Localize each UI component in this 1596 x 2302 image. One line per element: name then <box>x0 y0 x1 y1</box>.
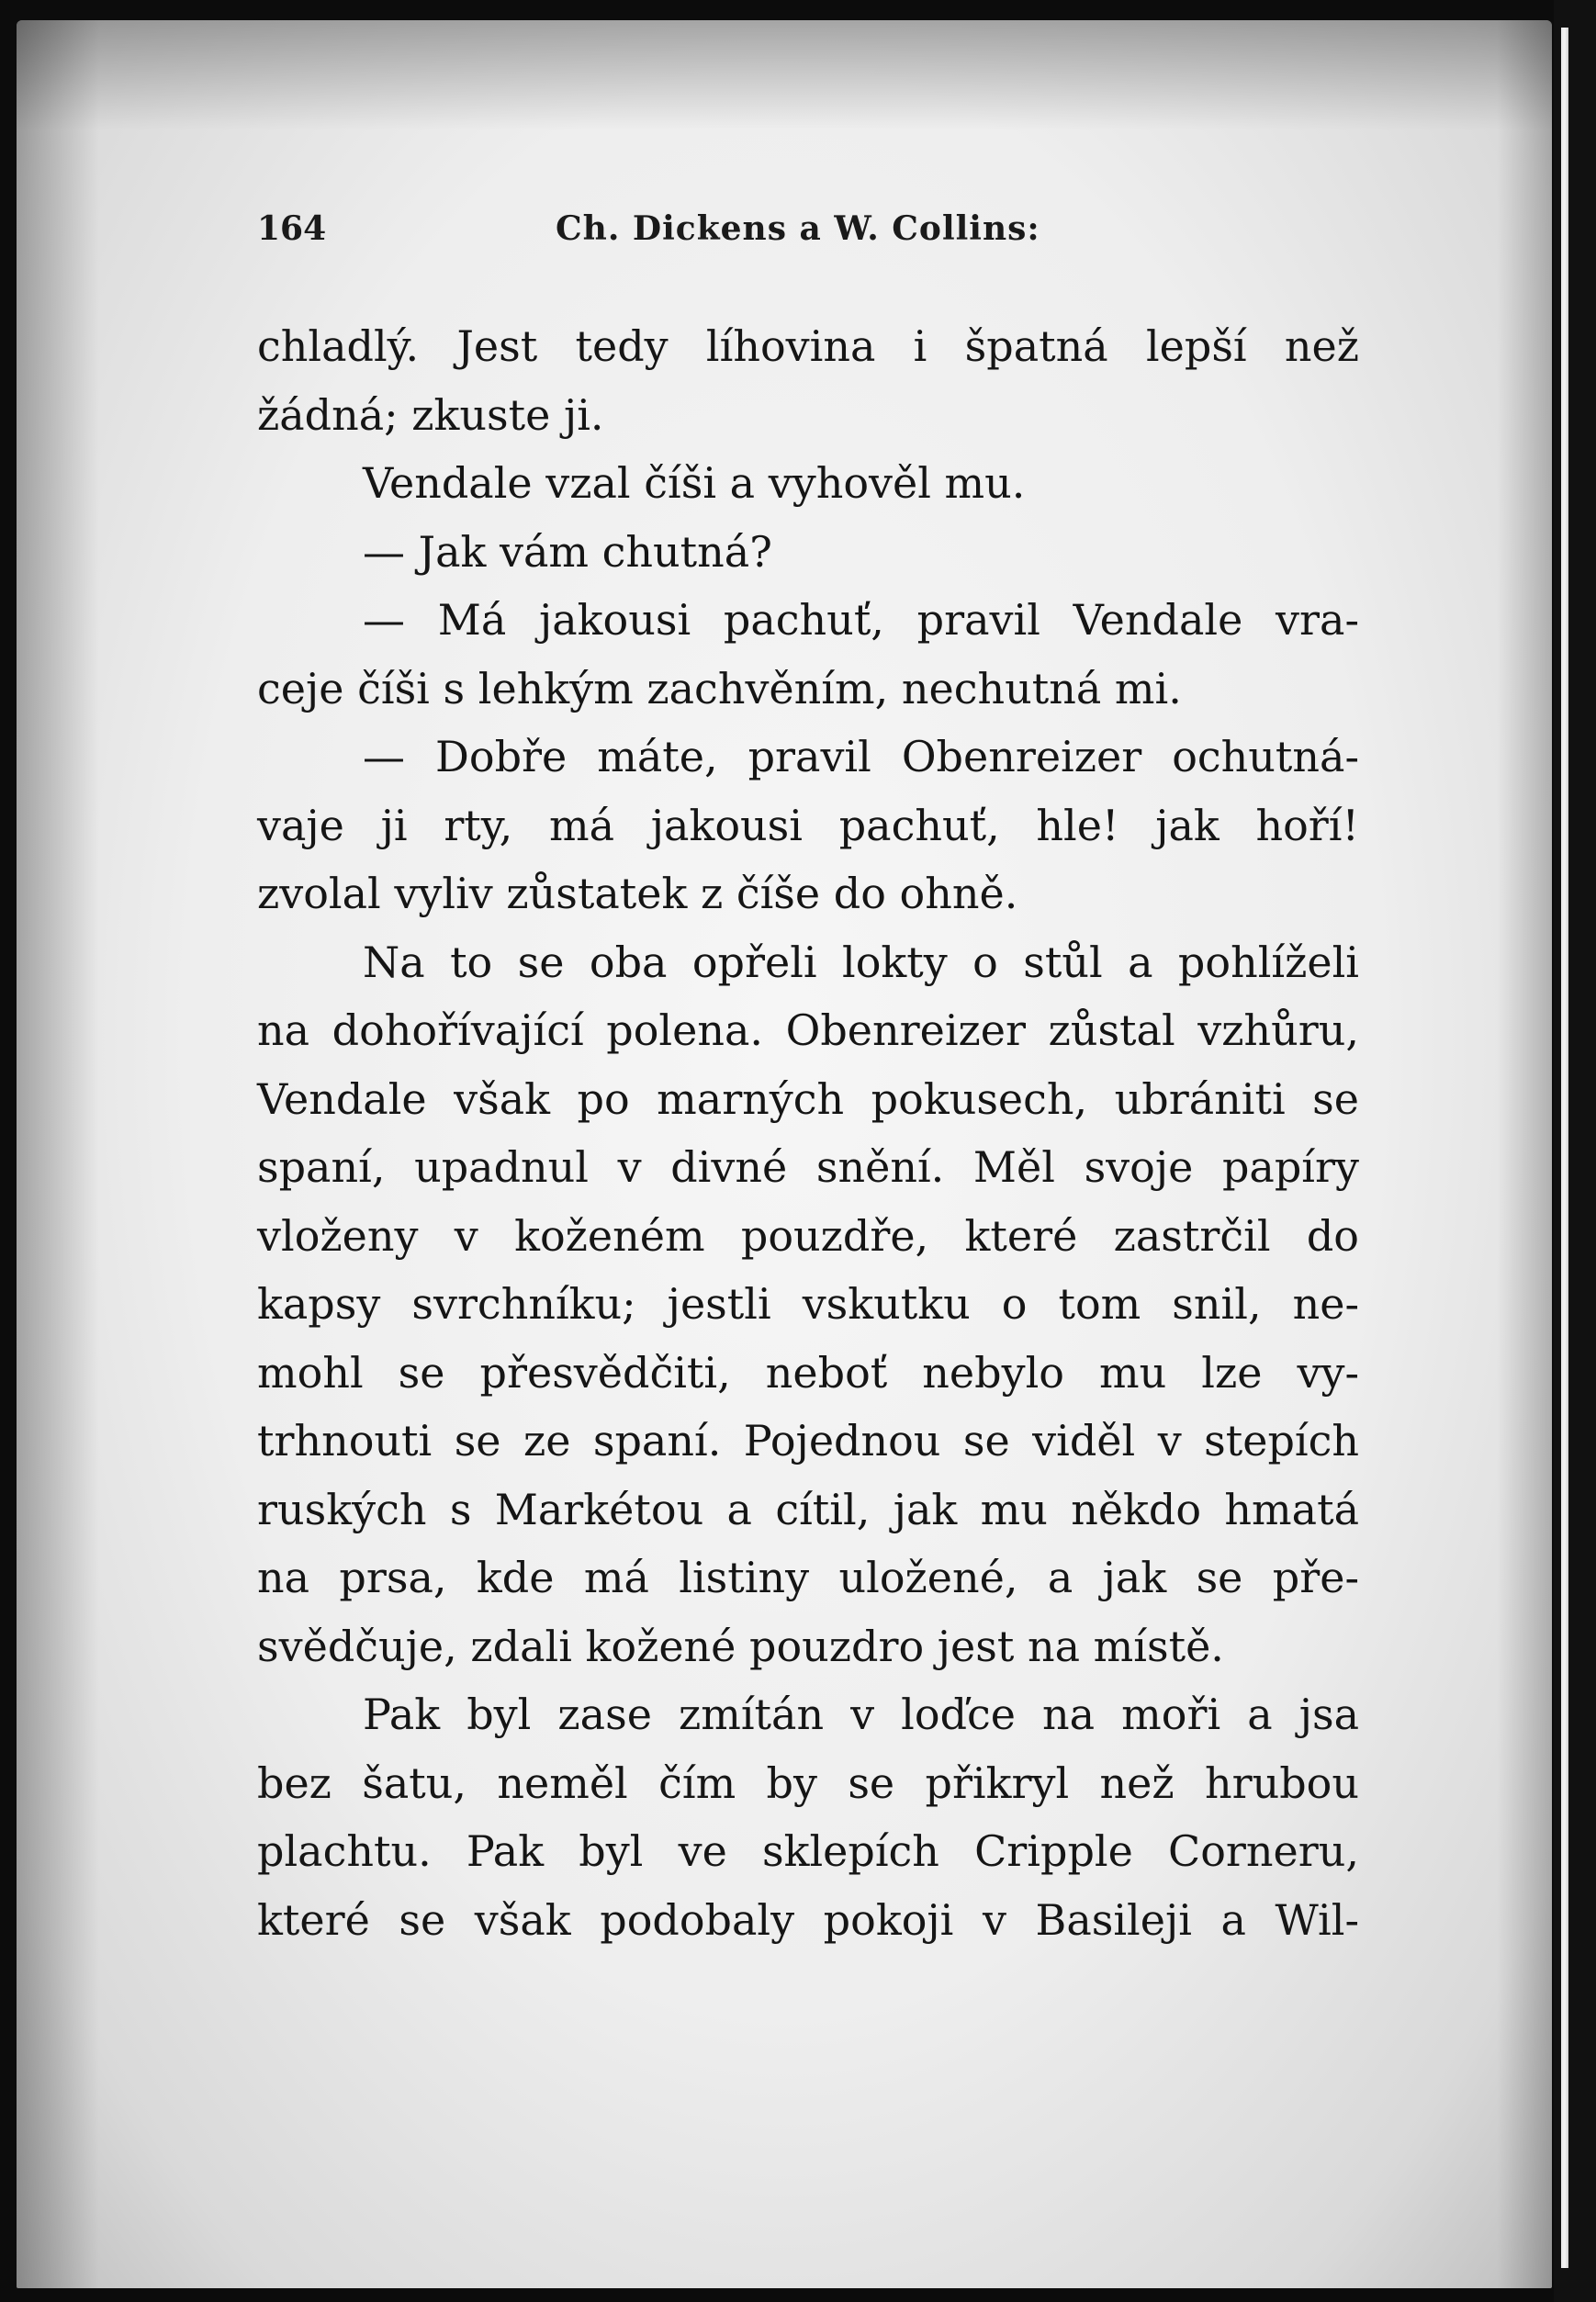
next-page-edge <box>1561 28 1568 2268</box>
page-body-text <box>257 312 1359 1954</box>
text-line: Vendale však po marných pokusech, ubrániti se <box>257 1073 1359 1124</box>
book-spine-dark <box>1554 0 1596 2302</box>
text-line: na prsa, kde má listiny uložené, a jak se pře- <box>257 1553 1359 1602</box>
text-line: svědčuje, zdali kožené pouzdro jest na místě. <box>257 1621 1224 1671</box>
text-line: vaje ji rty, má jakousi pachuť, hle! jak hoří! <box>257 800 1359 850</box>
text-line: na dohořívající polena. Obenreizer zůstal vzhůru, <box>257 1005 1359 1055</box>
text-line: kapsy svrchníku; jestli vskutku o tom snil, ne- <box>257 1279 1359 1329</box>
running-head <box>257 184 1359 257</box>
text-line: — Má jakousi pachuť, pravil Vendale vra- <box>363 595 1359 645</box>
page-edge-shadow-top <box>17 20 1552 130</box>
text-line: trhnouti se ze spaní. Pojednou se viděl v stepích <box>257 1416 1359 1465</box>
text-line: zvolal vyliv zůstatek z číše do ohně. <box>257 869 1018 918</box>
text-line: spaní, upadnul v divné snění. Měl svoje papíry <box>257 1142 1359 1192</box>
text-line: — Jak vám chutná? <box>363 526 772 577</box>
text-line: které se však podobaly pokoji v Basileji a Wil- <box>257 1894 1359 1945</box>
page-number: 164 <box>257 209 327 248</box>
text-line: plachtu. Pak byl ve sklepích Cripple Corneru, <box>257 1826 1359 1876</box>
text-line: vloženy v koženém pouzdře, které zastrčil do <box>257 1210 1359 1261</box>
text-line: žádná; zkuste ji. <box>257 389 604 440</box>
text-line: mohl se přesvědčiti, neboť nebylo mu lze vy- <box>257 1347 1359 1398</box>
text-line: Na to se oba opřeli lokty o stůl a pohlíželi <box>363 937 1359 987</box>
page-edge-shadow-right <box>1497 20 1552 2288</box>
text-line: — Dobře máte, pravil Obenreizer ochutná- <box>363 732 1359 781</box>
text-line: chladlý. Jest tedy líhovina i špatná lepší než <box>257 321 1359 371</box>
running-head-title: Ch. Dickens a W. Collins: <box>556 209 1040 248</box>
text-line: bez šatu, neměl čím by se přikryl než hrubou <box>257 1757 1359 1808</box>
text-line: Vendale vzal číši a vyhověl mu. <box>363 458 1026 508</box>
page-header <box>257 184 1359 257</box>
page-edge-shadow-left <box>17 20 99 2288</box>
text-line: ceje číši s lehkým zachvěním, nechutná mi. <box>257 663 1182 713</box>
text-line: Pak byl zase zmítán v loďce na moři a jsa <box>363 1690 1359 1739</box>
text-line: ruských s Markétou a cítil, jak mu někdo hmatá <box>257 1484 1359 1534</box>
